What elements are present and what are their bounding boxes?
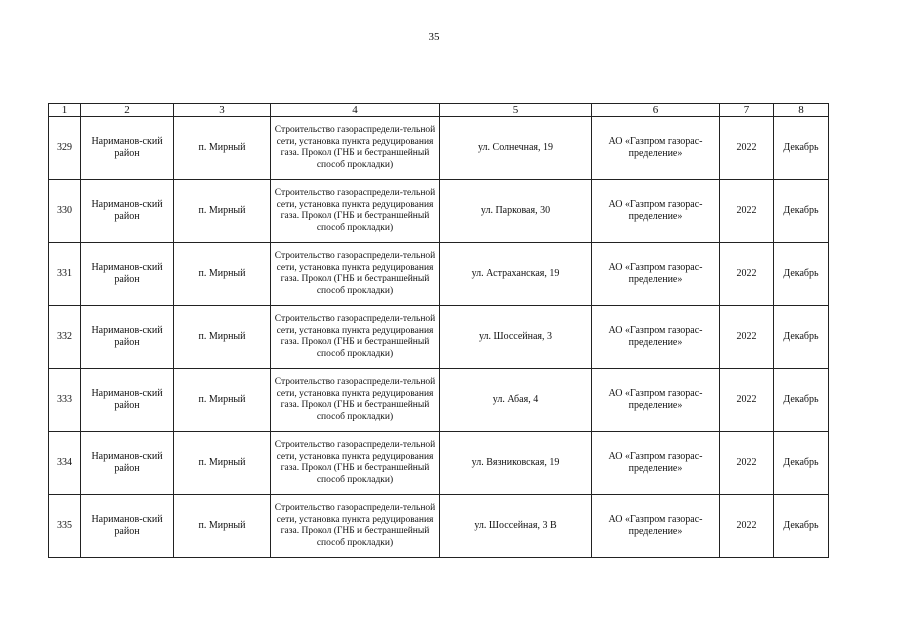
year-cell: 2022 bbox=[720, 369, 774, 432]
settlement-cell: п. Мирный bbox=[174, 369, 271, 432]
year-cell: 2022 bbox=[720, 495, 774, 558]
table-row bbox=[49, 495, 829, 558]
address-cell: ул. Парковая, 30 bbox=[440, 180, 592, 243]
month-cell: Декабрь bbox=[774, 306, 829, 369]
table-body bbox=[49, 117, 829, 558]
header-col-1: 1 bbox=[49, 104, 81, 117]
address-cell: ул. Солнечная, 19 bbox=[440, 117, 592, 180]
executor-cell: АО «Газпром газорас-пределение» bbox=[592, 243, 720, 306]
row-number: 330 bbox=[49, 180, 81, 243]
work-description-cell: Строительство газораспредели-тельной сети, установка пункта редуцирования газа. Прокол (ГНБ и бестраншейный способ прокладки) bbox=[271, 243, 440, 306]
row-number: 335 bbox=[49, 495, 81, 558]
district-cell: Нариманов-ский район bbox=[81, 495, 174, 558]
table-row bbox=[49, 180, 829, 243]
header-col-5: 5 bbox=[440, 104, 592, 117]
row-number: 331 bbox=[49, 243, 81, 306]
work-description-cell: Строительство газораспредели-тельной сети, установка пункта редуцирования газа. Прокол (ГНБ и бестраншейный способ прокладки) bbox=[271, 432, 440, 495]
work-description-cell: Строительство газораспредели-тельной сети, установка пункта редуцирования газа. Прокол (ГНБ и бестраншейный способ прокладки) bbox=[271, 306, 440, 369]
executor-cell: АО «Газпром газорас-пределение» bbox=[592, 180, 720, 243]
year-cell: 2022 bbox=[720, 243, 774, 306]
work-description-cell: Строительство газораспредели-тельной сети, установка пункта редуцирования газа. Прокол (ГНБ и бестраншейный способ прокладки) bbox=[271, 495, 440, 558]
table-row bbox=[49, 117, 829, 180]
header-col-8: 8 bbox=[774, 104, 829, 117]
district-cell: Нариманов-ский район bbox=[81, 432, 174, 495]
district-cell: Нариманов-ский район bbox=[81, 117, 174, 180]
row-number: 329 bbox=[49, 117, 81, 180]
work-description-cell: Строительство газораспредели-тельной сети, установка пункта редуцирования газа. Прокол (ГНБ и бестраншейный способ прокладки) bbox=[271, 180, 440, 243]
header-col-2: 2 bbox=[81, 104, 174, 117]
header-col-4: 4 bbox=[271, 104, 440, 117]
work-description-cell: Строительство газораспредели-тельной сети, установка пункта редуцирования газа. Прокол (ГНБ и бестраншейный способ прокладки) bbox=[271, 117, 440, 180]
address-cell: ул. Астраханская, 19 bbox=[440, 243, 592, 306]
table-header bbox=[49, 104, 829, 117]
address-cell: ул. Вязниковская, 19 bbox=[440, 432, 592, 495]
settlement-cell: п. Мирный bbox=[174, 432, 271, 495]
district-cell: Нариманов-ский район bbox=[81, 306, 174, 369]
table-row bbox=[49, 369, 829, 432]
executor-cell: АО «Газпром газорас-пределение» bbox=[592, 432, 720, 495]
address-cell: ул. Шоссейная, 3 В bbox=[440, 495, 592, 558]
settlement-cell: п. Мирный bbox=[174, 180, 271, 243]
row-number: 334 bbox=[49, 432, 81, 495]
month-cell: Декабрь bbox=[774, 117, 829, 180]
month-cell: Декабрь bbox=[774, 495, 829, 558]
address-cell: ул. Абая, 4 bbox=[440, 369, 592, 432]
month-cell: Декабрь bbox=[774, 180, 829, 243]
address-cell: ул. Шоссейная, 3 bbox=[440, 306, 592, 369]
year-cell: 2022 bbox=[720, 117, 774, 180]
works-table bbox=[48, 103, 829, 558]
year-cell: 2022 bbox=[720, 180, 774, 243]
header-col-7: 7 bbox=[720, 104, 774, 117]
work-description-cell: Строительство газораспредели-тельной сети, установка пункта редуцирования газа. Прокол (ГНБ и бестраншейный способ прокладки) bbox=[271, 369, 440, 432]
district-cell: Нариманов-ский район bbox=[81, 369, 174, 432]
page-number: 35 bbox=[428, 31, 440, 43]
settlement-cell: п. Мирный bbox=[174, 117, 271, 180]
month-cell: Декабрь bbox=[774, 432, 829, 495]
month-cell: Декабрь bbox=[774, 369, 829, 432]
year-cell: 2022 bbox=[720, 306, 774, 369]
district-cell: Нариманов-ский район bbox=[81, 243, 174, 306]
header-col-6: 6 bbox=[592, 104, 720, 117]
settlement-cell: п. Мирный bbox=[174, 306, 271, 369]
table-row bbox=[49, 306, 829, 369]
month-cell: Декабрь bbox=[774, 243, 829, 306]
settlement-cell: п. Мирный bbox=[174, 495, 271, 558]
table-row bbox=[49, 243, 829, 306]
settlement-cell: п. Мирный bbox=[174, 243, 271, 306]
executor-cell: АО «Газпром газорас-пределение» bbox=[592, 369, 720, 432]
row-number: 333 bbox=[49, 369, 81, 432]
executor-cell: АО «Газпром газорас-пределение» bbox=[592, 117, 720, 180]
executor-cell: АО «Газпром газорас-пределение» bbox=[592, 495, 720, 558]
row-number: 332 bbox=[49, 306, 81, 369]
table-row bbox=[49, 432, 829, 495]
header-row bbox=[49, 104, 829, 117]
year-cell: 2022 bbox=[720, 432, 774, 495]
header-col-3: 3 bbox=[174, 104, 271, 117]
district-cell: Нариманов-ский район bbox=[81, 180, 174, 243]
executor-cell: АО «Газпром газорас-пределение» bbox=[592, 306, 720, 369]
